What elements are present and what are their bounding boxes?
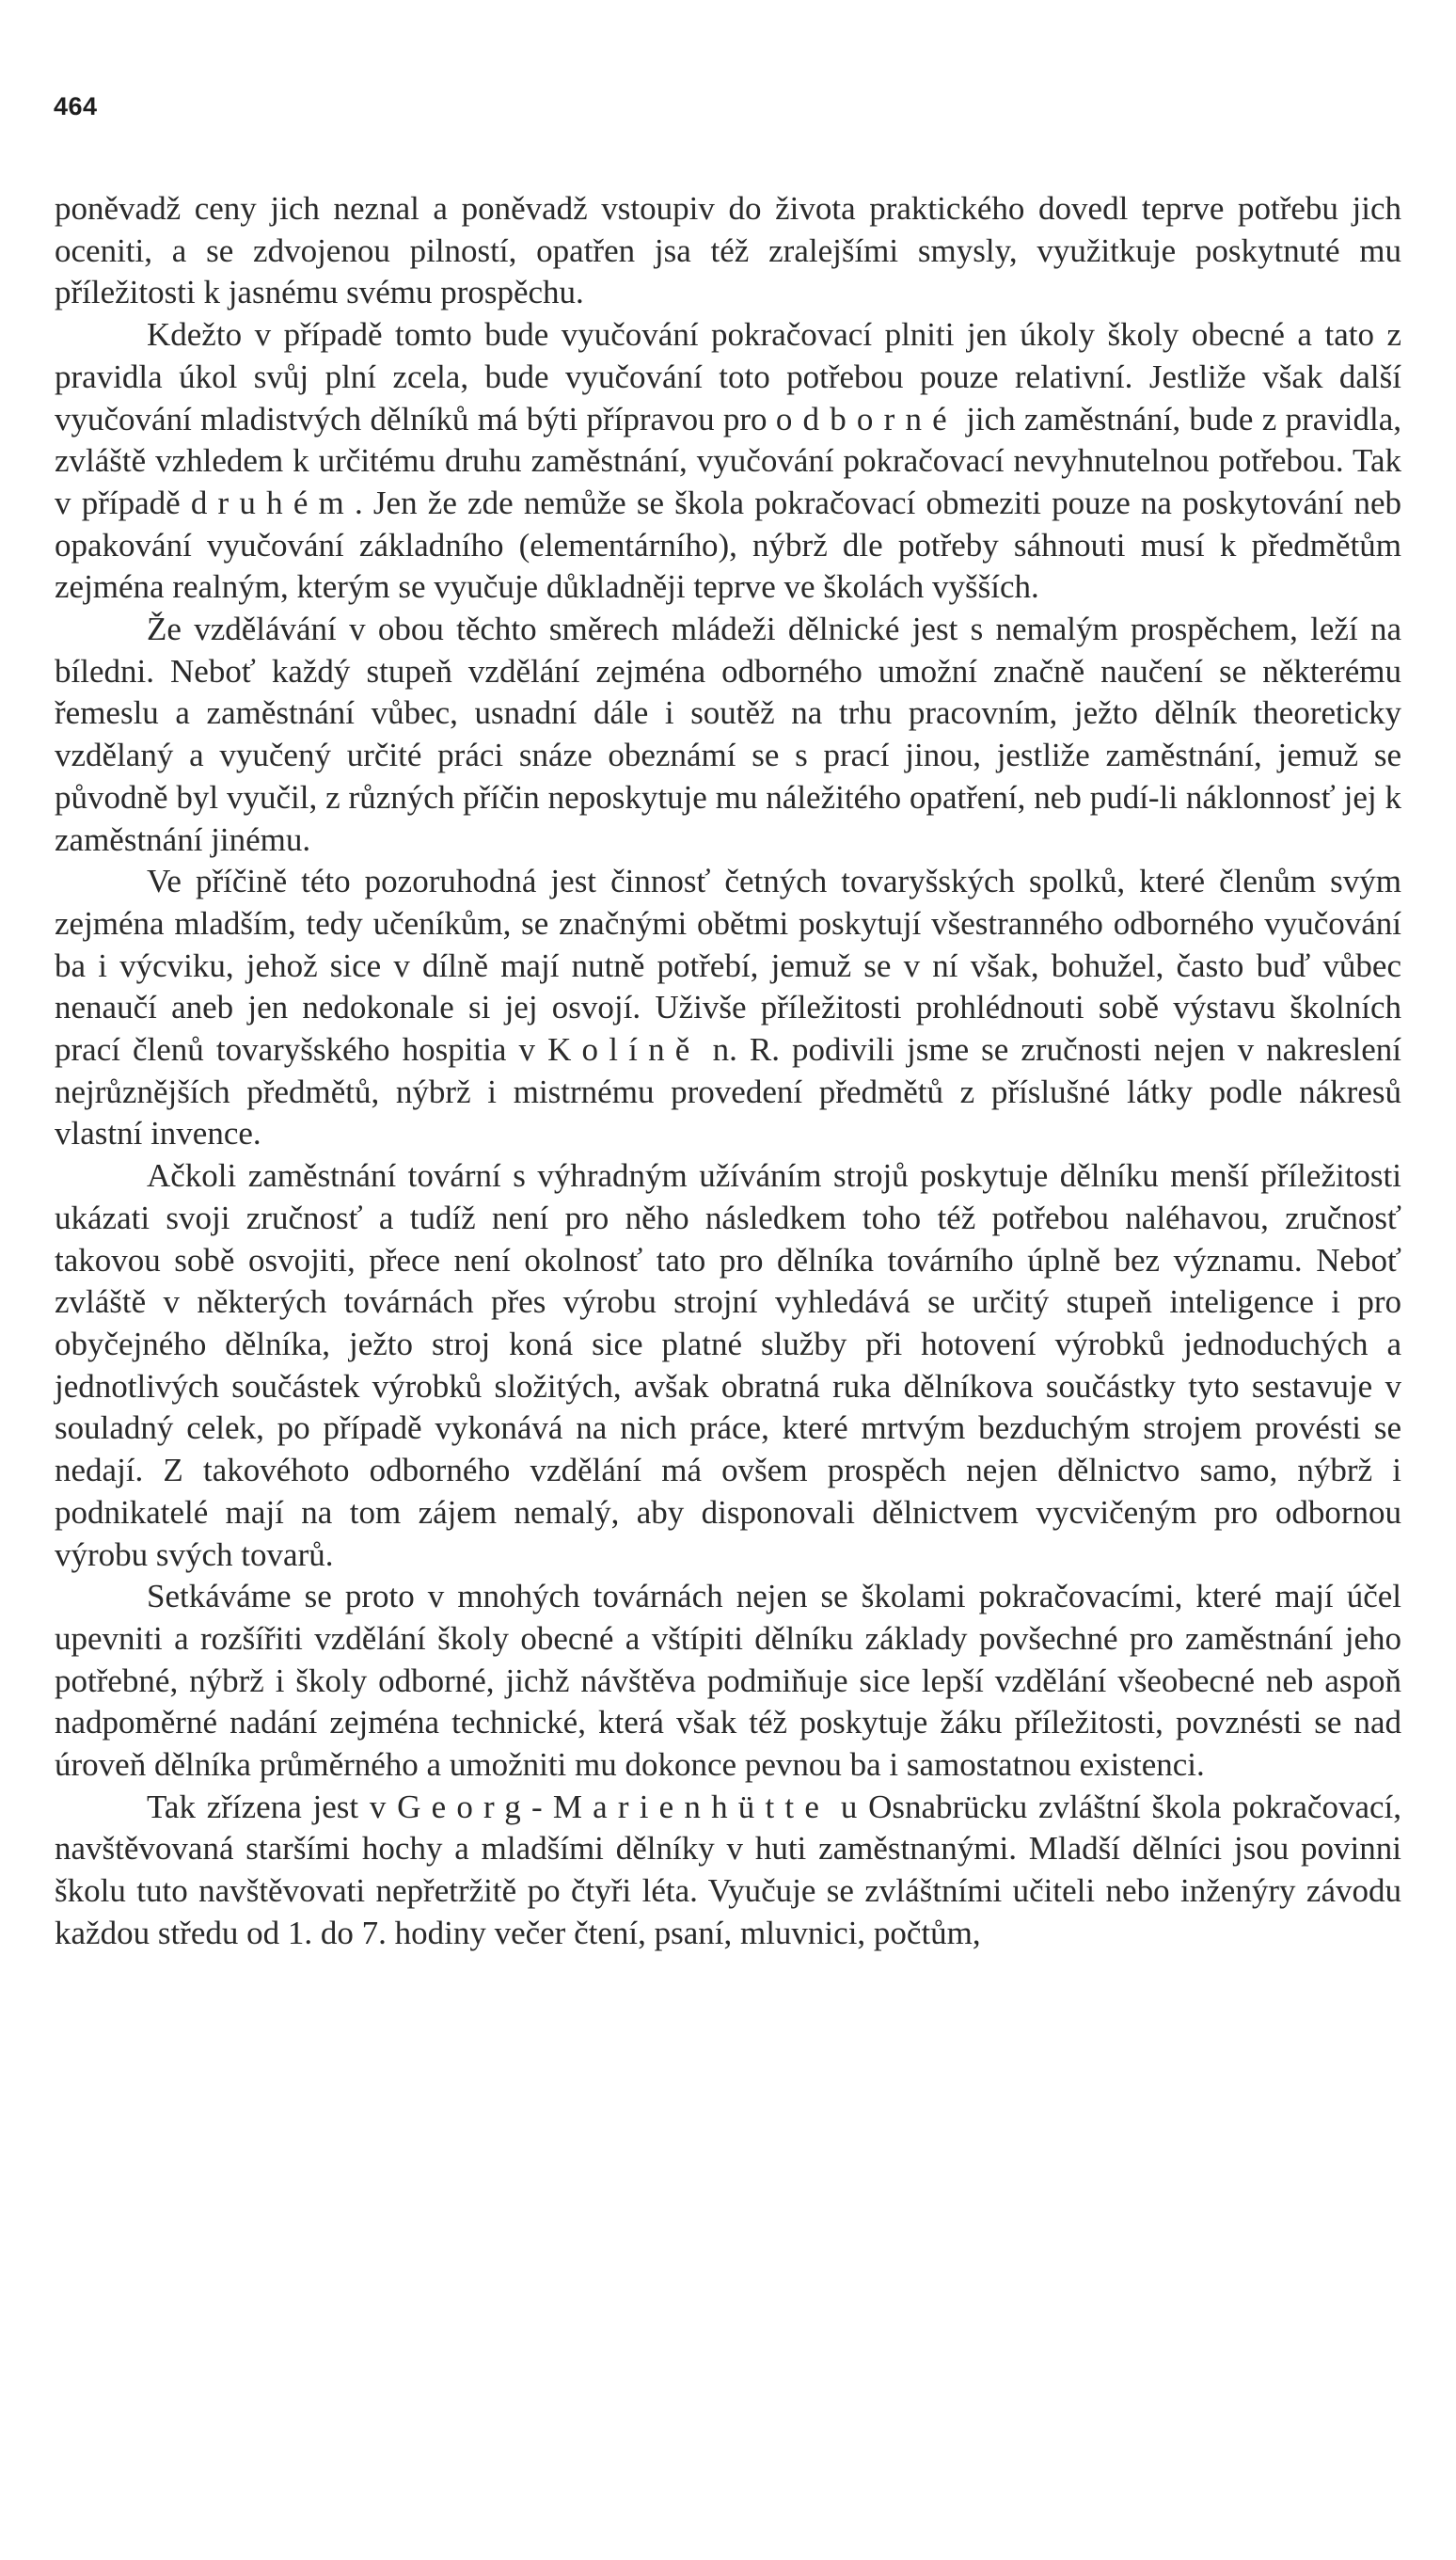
text-run: . Jen že zde nemůže se škola pokračovací obmeziti pouze na poskytování neb opakování vyučování základního (elementárního), nýbrž dle potřeby sáhnouti musí k předmětům zejména realným, kterým se vyučuje důkladněji teprve ve školách vyšších.	[55, 484, 1402, 606]
text-run: Ve příčině této pozoruhodná jest činnosť četných tovaryšských spolků, které členům svým zejména mladším, tedy učeníkům, se značnými obětmi poskytují všestranného odborného vyučování ba i výcviku, jehož sice v dílně mají nutně potřebí, jemuž se v ní však, bohužel, často buď vůbec nenaučí aneb jen nedokonale si jej osvojí. Uživše příležitosti prohlédnouti sobě výstavu školních prací členů tovaryšského hospitia v	[55, 863, 1401, 1069]
paragraph	[55, 1787, 1401, 1955]
spaced-emphasis: Georg-Marienhütte	[397, 1788, 831, 1825]
text-run: jich zaměstnání, bude z pravidla, zvláště vzhledem k určitému druhu zaměstnání, vyučování pokračovací nevyhnutelnou potřebou. Tak v případě	[55, 400, 1401, 521]
paragraph	[55, 1576, 1401, 1787]
spaced-emphasis: druhém	[190, 484, 355, 521]
paragraph	[55, 609, 1401, 861]
paragraph	[55, 188, 1401, 314]
paragraph	[55, 861, 1401, 1155]
text-run: Setkáváme se proto v mnohých továrnách nejen se školami pokračovacími, které mají účel upevniti a rozšířiti vzdělání školy obecné a vštípiti dělníku základy povšechné pro zaměstnání jeho potřebné, nýbrž i školy odborné, jichž návštěva podmiňuje sice lepší vzdělání všeobecné neb aspoň nadpoměrné nadání zejména technické, která však též poskytuje žáku příležitosti, povznésti se nad úroveň dělníka průměrného a umožniti mu dokonce pevnou ba i samostatnou existenci.	[55, 1578, 1401, 1784]
text-run: Že vzdělávání v obou těchto směrech mládeži dělnické jest s nemalým prospěchem, leží na bíledni. Neboť každý stupeň vzdělání zejména odborného umožní značně naučení se některému řemeslu a zaměstnání vůbec, usnadní dále i soutěž na trhu pracovním, ježto dělník theoreticky vzdělaný a vyučený určité práci snáze obeznámí se s prací jinou, jestliže zaměstnání, jemuž se původně byl vyučil, z různých příčin neposkytuje mu náležitého opatření, neb pudí-li náklonnosť jej k zaměstnání jinému.	[55, 611, 1401, 858]
paragraph	[55, 1155, 1401, 1576]
spaced-emphasis: Kolíně	[547, 1031, 701, 1069]
spaced-emphasis: odborné	[775, 400, 957, 437]
text-run: Tak zřízena jest v	[147, 1788, 398, 1825]
text-run: poněvadž ceny jich neznal a poněvadž vstoupiv do života praktického dovedl teprve potřebu jich oceniti, a se zdvojenou pilností, opatřen jsa též zralejšími smysly, využitkuje poskytnuté mu příležitosti k jasnému svému prospěchu.	[55, 190, 1401, 311]
paragraph	[55, 314, 1401, 609]
text-run: u Osnabrücku zvláštní škola pokračovací, navštěvovaná staršími hochy a mladšími dělníky v huti zaměstnanými. Mladší dělníci jsou povinni školu tuto navštěvovati nepřetržitě po čtyři léta. Vyučuje se zvláštními učiteli nebo inženýry závodu každou středu od 1. do 7. hodiny večer čtení, psaní, mluvnici, počtům,	[55, 1788, 1401, 1951]
body-text	[55, 188, 1401, 1955]
page-number: 464	[54, 92, 98, 120]
text-run: Kdežto v případě tomto bude vyučování pokračovací plniti jen úkoly školy obecné a tato z pravidla úkol svůj plní zcela, bude vyučování toto potřebou pouze relativní. Jestliže však další vyučování mladistvých dělníků má býti přípravou pro	[55, 316, 1401, 437]
text-run: n. R. podivili jsme se zručnosti nejen v nakreslení nejrůznějších předmětů, nýbrž i mistrnému provedení předmětů z příslušné látky podle nákresů vlastní invence.	[55, 1031, 1401, 1153]
text-run: Ačkoli zaměstnání tovární s výhradným užíváním strojů poskytuje dělníku menší příležitosti ukázati svoji zručnosť a tudíž není pro něho následkem toho též potřebou naléhavou, zručnosť takovou sobě osvojiti, přece není okolnosť tato pro dělníka továrního úplně bez významu. Neboť zvláště v některých továrnách přes výrobu strojní vyhledává se určitý stupeň inteligence i pro obyčejného dělníka, ježto stroj koná sice platné služby při hotovení výrobků jednoduchých a jednotlivých součástek výrobků složitých, avšak obratná ruka dělníkova součástky tyto sestavuje v souladný celek, po případě vykonává na nich práce, které mrtvým bezduchým strojem provésti se nedají. Z takovéhoto odborného vzdělání má ovšem prospěch nejen dělnictvo samo, nýbrž i podnikatelé mají na tom zájem nemalý, aby disponovali dělnictvem vycvičeným pro odbornou výrobu svých tovarů.	[55, 1157, 1401, 1573]
